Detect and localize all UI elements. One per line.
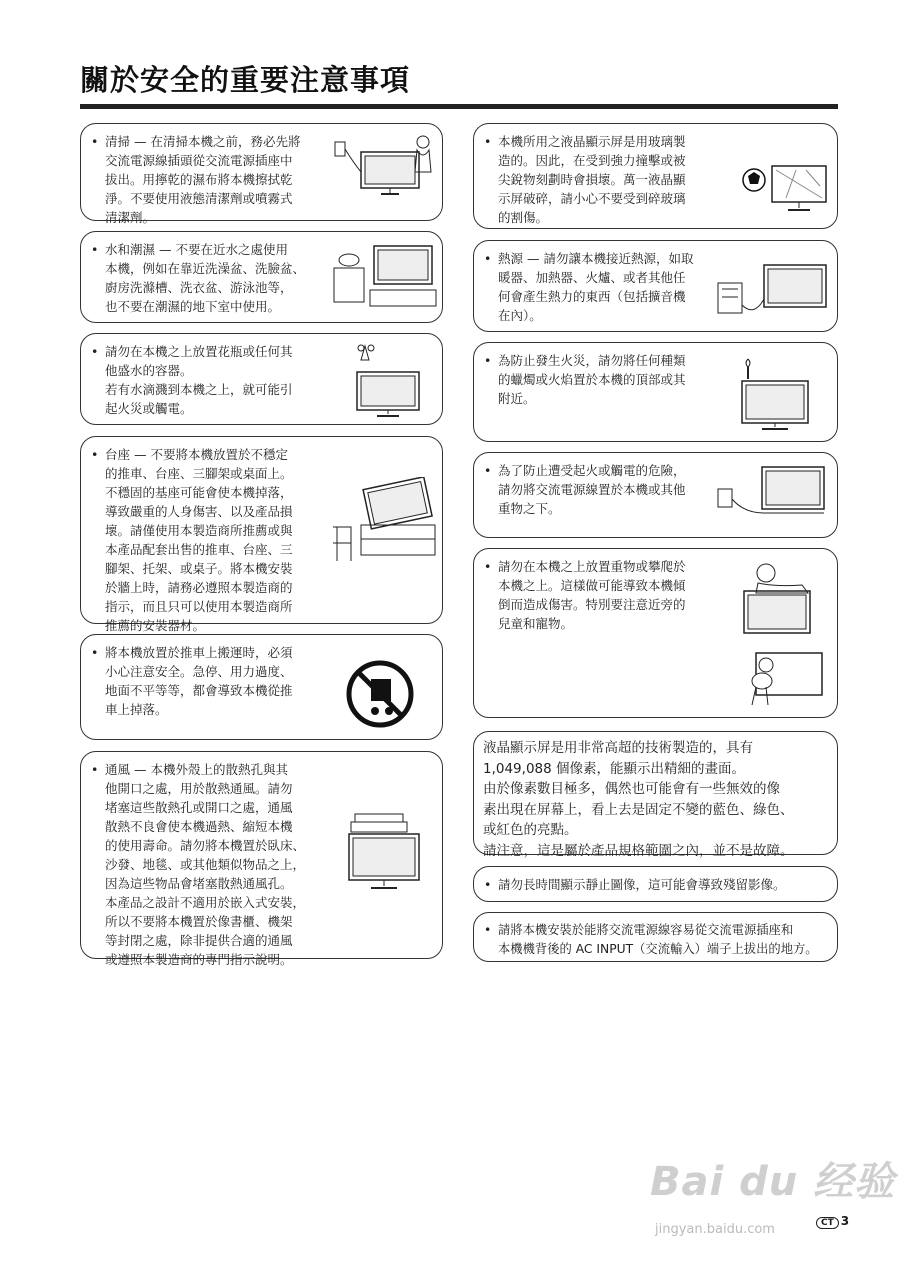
bullet: • xyxy=(91,762,99,777)
item-text: 請勿在本機之上放置重物或攀爬於 本機之上。這樣做可能導致本機傾 倒而造成傷害。特別要注意近旁的 兒童和寵物。 xyxy=(498,559,686,631)
vase-on-tv-illustration xyxy=(343,342,433,420)
watermark-brand: Bai du 经验 xyxy=(650,1159,896,1205)
item-text: 將本機放置於推車上搬運時，必須 小心注意安全。急停、用力過度、 地面不平等等，都會導致本機從推 車上掉落。 xyxy=(105,645,293,717)
child-pet-tv-illustration xyxy=(736,557,832,713)
safety-item-still-image xyxy=(473,866,838,902)
item-text: 通風 — 本機外殼上的散熱孔與其 他開口之處，用於散熱通風。請勿 堵塞這些散熱孔或開口之處，通風 散熱不良會使本機過熱、縮短本機 的使用壽命。請勿將本機置於臥床、 沙發、地毯、或其他類似物品之上， 因為這些物品會堵塞散熱通風孔。 本產品之設計不適用於嵌入式安裝， 所以不要將本機置於像書櫃、機架 等封閉之處，除非提供合適的通風 或遵照本製造商的專門指示說明。 xyxy=(105,762,306,967)
safety-item-vase xyxy=(80,333,443,425)
watermark-url: jingyan.baidu.com xyxy=(655,1222,775,1237)
bullet: • xyxy=(91,447,99,462)
page-title: 關於安全的重要注意事項 xyxy=(80,63,411,97)
cleaning-tv-illustration xyxy=(331,132,439,202)
bullet: • xyxy=(484,353,492,368)
safety-item-power-cord xyxy=(473,452,838,538)
unstable-stand-illustration xyxy=(327,477,439,567)
item-text: 請勿長時間顯示靜止圖像，這可能會導致殘留影像。 xyxy=(498,877,786,892)
broken-screen-illustration xyxy=(736,146,832,218)
safety-item-ventilation xyxy=(80,751,443,967)
blocked-vent-tv-illustration xyxy=(339,810,435,902)
item-text: 水和潮濕 — 不要在近水之處使用 本機，例如在靠近洗澡盆、洗臉盆、 廚房洗滌槽、洗衣盆、游泳池等， 也不要在潮濕的地下室中使用。 xyxy=(105,242,306,314)
language-badge: CT xyxy=(816,1217,839,1229)
bullet: • xyxy=(91,645,99,660)
lcd-pixel-note xyxy=(473,731,838,859)
item-text: 請勿在本機之上放置花瓶或任何其 他盛水的容器。 若有水滴濺到本機之上，就可能引 起火災或觸電。 xyxy=(105,344,293,416)
item-text: 請將本機安裝於能將交流電源線容易從交流電源插座和 本機機背後的 AC INPUT（交流輸入）端子上拔出的地方。 xyxy=(498,923,818,956)
cord-under-tv-illustration xyxy=(714,463,832,527)
safety-item-stand xyxy=(80,436,443,633)
bullet: • xyxy=(484,923,492,937)
lcd-note-text: 液晶顯示屏是用非常高超的技術製造的，具有 1,049,088 個像素，能顯示出精細的畫面。 由於像素數目極多，偶然也可能會有一些無效的像 素出現在屏幕上，看上去是固定不變的藍色、綠色、 或紅色的亮點。 請注意，這是屬於產品規格範圍之內，並不是故障。 xyxy=(483,740,794,859)
cart-warning-icon xyxy=(345,659,415,729)
item-text: 為了防止遭受起火或觸電的危險， 請勿將交流電源線置於本機或其他 重物之下。 xyxy=(498,463,686,516)
safety-item-install-access xyxy=(473,912,838,962)
page-number xyxy=(816,1214,849,1229)
bullet: • xyxy=(91,242,99,257)
safety-item-candle xyxy=(473,342,838,442)
water-tv-illustration xyxy=(326,238,438,310)
safety-item-water-moisture xyxy=(80,231,443,323)
candle-tv-illustration xyxy=(734,357,826,437)
item-text: 清掃 — 在清掃本機之前，務必先將 交流電源線插頭從交流電源插座中 拔出。用擰乾的濕布將本機擦拭乾 淨。不要使用液態清潔劑或噴霧式 清潔劑。 xyxy=(105,134,301,225)
item-text: 為防止發生火災，請勿將任何種類 的蠟燭或火焰置於本機的頂部或其 附近。 xyxy=(498,353,686,406)
bullet: • xyxy=(484,463,492,478)
item-text: 熱源 — 請勿讓本機接近熱源，如取 暖器、加熱器、火爐、或者其他任 何會產生熱力的東西（包括擴音機 在內）。 xyxy=(498,251,694,323)
bullet: • xyxy=(484,559,492,574)
safety-item-glass-screen xyxy=(473,123,838,229)
safety-item-heavy-objects xyxy=(473,548,838,718)
bullet: • xyxy=(484,877,492,892)
safety-item-cleaning xyxy=(80,123,443,225)
bullet: • xyxy=(484,134,492,149)
title-rule xyxy=(80,104,838,109)
safety-item-heat xyxy=(473,240,838,332)
safety-item-cart xyxy=(80,634,443,740)
page-number-value: 3 xyxy=(840,1214,850,1228)
heater-tv-illustration xyxy=(714,259,832,323)
bullet: • xyxy=(484,251,492,266)
item-text: 台座 — 不要將本機放置於不穩定 的推車、台座、三腳架或桌面上。 不穩固的基座可能會使本機掉落， 導致嚴重的人身傷害、以及產品損 壞。請僅使用本製造商所推薦或與 本產品配套出售的推車、台座、三 腳架、托架、或桌子。將本機安裝 於牆上時，請務必遵照本製造商的 指示，而且只可以使用本製造商所 推薦的安裝器材。 xyxy=(105,447,293,633)
item-text: 本機所用之液晶顯示屏是用玻璃製 造的。因此，在受到強力撞擊或被 尖銳物刻劃時會損壞。萬一液晶顯 示屏破碎，請小心不要受到碎玻璃 的割傷。 xyxy=(498,134,686,225)
bullet: • xyxy=(91,344,99,359)
bullet: • xyxy=(91,134,99,149)
